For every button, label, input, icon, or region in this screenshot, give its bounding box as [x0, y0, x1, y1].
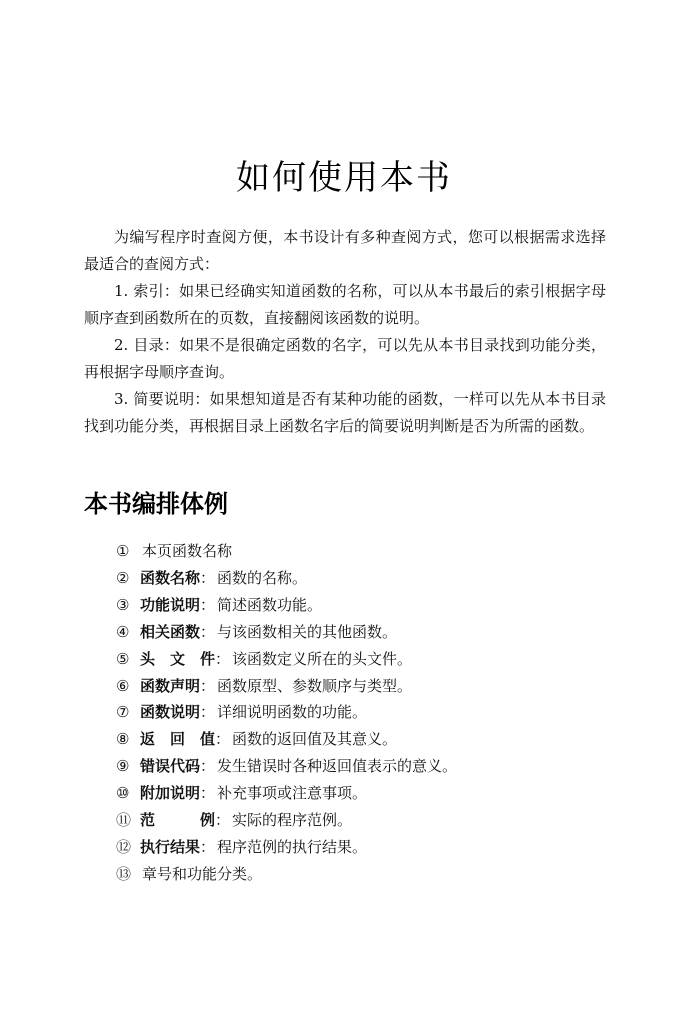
legend-description: 补充事项或注意事项。 — [217, 784, 368, 803]
legend-item — [116, 807, 596, 834]
legend-separator: ： — [200, 595, 216, 614]
legend-field-name: 范 例 — [140, 811, 216, 830]
legend-item — [116, 619, 596, 646]
legend-separator: ： — [215, 730, 231, 749]
legend-marker: ⑩ — [116, 784, 130, 803]
legend-field-name: 相关函数 — [140, 622, 201, 641]
legend-description: 本页函数名称 — [142, 542, 233, 560]
legend-marker: ③ — [116, 595, 130, 614]
legend-marker: ① — [116, 542, 130, 560]
legend-separator: ： — [200, 757, 216, 776]
legend-separator: ： — [200, 837, 216, 856]
legend-field-name: 执行结果 — [140, 837, 201, 856]
legend-item — [116, 646, 596, 673]
legend-marker: ⑧ — [116, 730, 130, 749]
section-title: 本书编排体例 — [84, 490, 228, 518]
legend-item — [116, 780, 596, 807]
legend-separator: ： — [200, 622, 216, 641]
legend-separator: ： — [200, 676, 216, 695]
legend-item — [116, 861, 596, 888]
legend-field-name: 功能说明 — [140, 595, 201, 614]
legend-item — [116, 538, 596, 565]
legend-item — [116, 673, 596, 700]
legend-separator: ： — [200, 568, 216, 587]
legend-marker: ⑬ — [116, 864, 132, 883]
legend-separator: ： — [200, 703, 216, 722]
legend-description: 发生错误时各种返回值表示的意义。 — [217, 757, 458, 776]
legend-item — [116, 699, 596, 726]
legend-description: 详细说明函数的功能。 — [217, 703, 368, 722]
legend-field-name: 返 回 值 — [140, 730, 216, 749]
legend-field-name: 函数名称 — [140, 568, 201, 587]
legend-field-name: 错误代码 — [140, 757, 201, 776]
legend-description: 函数原型、参数顺序与类型。 — [217, 676, 413, 695]
legend-separator: ： — [215, 649, 231, 668]
legend-description: 实际的程序范例。 — [232, 811, 353, 830]
intro-paragraph: 为编写程序时查阅方便，本书设计有多种查阅方式，您可以根据需求选择最适合的查阅方式： — [84, 228, 606, 273]
intro-paragraph-toc: 2. 目录：如果不是很确定函数的名字，可以先从本书目录找到功能分类，再根据字母顺序查询。 — [84, 336, 606, 381]
legend-description: 章号和功能分类。 — [142, 864, 263, 883]
intro-paragraph-summary: 3. 简要说明：如果想知道是否有某种功能的函数，一样可以先从本书目录找到功能分类，再根据目录上函数名字后的简要说明判断是否为所需的函数。 — [84, 390, 606, 435]
legend-marker: ⑪ — [116, 811, 132, 830]
legend-description: 函数的名称。 — [217, 568, 308, 587]
intro-paragraph-index: 1. 索引：如果已经确实知道函数的名称，可以从本书最后的索引根据字母顺序查到函数所在的页数，直接翻阅该函数的说明。 — [84, 282, 606, 327]
legend-marker: ⑨ — [116, 757, 130, 776]
legend-item — [116, 592, 596, 619]
legend-field-name: 函数声明 — [140, 676, 201, 695]
legend-marker: ⑫ — [116, 837, 132, 856]
legend-marker: ⑦ — [116, 703, 130, 722]
legend-description: 与该函数相关的其他函数。 — [217, 622, 398, 641]
legend-field-name: 头 文 件 — [140, 649, 216, 668]
legend-item — [116, 834, 596, 861]
legend-item — [116, 753, 596, 780]
legend-marker: ⑥ — [116, 676, 130, 695]
layout-legend-list — [116, 538, 596, 888]
legend-field-name: 函数说明 — [140, 703, 201, 722]
legend-marker: ⑤ — [116, 649, 130, 668]
legend-description: 该函数定义所在的头文件。 — [232, 649, 413, 668]
intro-section — [84, 224, 606, 440]
legend-separator: ： — [215, 811, 231, 830]
legend-item — [116, 726, 596, 753]
legend-description: 程序范例的执行结果。 — [217, 837, 368, 856]
legend-description: 简述函数功能。 — [217, 595, 323, 614]
legend-marker: ④ — [116, 622, 130, 641]
page-title: 如何使用本书 — [236, 158, 452, 198]
legend-item — [116, 565, 596, 592]
legend-separator: ： — [200, 784, 216, 803]
legend-description: 函数的返回值及其意义。 — [232, 730, 398, 749]
legend-marker: ② — [116, 568, 130, 587]
legend-field-name: 附加说明 — [140, 784, 201, 803]
